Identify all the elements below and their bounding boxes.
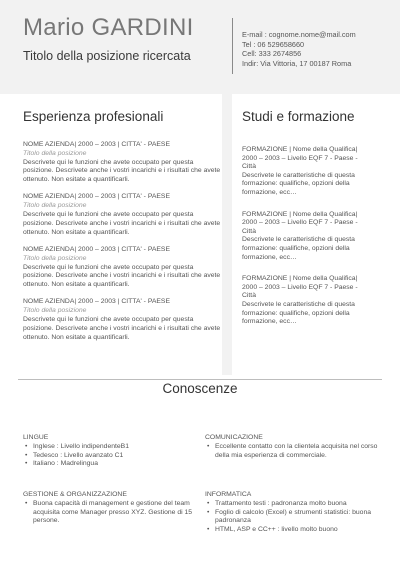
- skill-item: [205, 509, 380, 526]
- skill-list: [23, 500, 193, 526]
- skill-list: [205, 443, 380, 460]
- skill-heading: LINGUE: [23, 434, 49, 441]
- last-name: GARDINI: [91, 14, 194, 41]
- experience-header: NOME AZIENDA| 2000 – 2003 | CITTA' - PAESE: [23, 193, 170, 201]
- experience-description: Descrivete qui le funzioni che avete occupato per questa posizione. Descrivete anche i vostri incarichi e i risultati che avete ottenuto. Non esitate a quantificarli.: [23, 158, 221, 184]
- study-item: [242, 146, 372, 198]
- experience-list: [23, 141, 223, 351]
- experience-item: [23, 246, 223, 290]
- skill-item: [23, 452, 193, 461]
- skills-it: [205, 490, 380, 534]
- study-title: FORMAZIONE | Nome della Qualifica| 2000 – 2003 – Livello EQF 7 - Paese - Città: [242, 275, 358, 300]
- bullet-icon: •: [207, 508, 210, 516]
- experience-header: NOME AZIENDA| 2000 – 2003 | CITTA' - PAESE: [23, 245, 170, 253]
- experience-section-title: Esperienza profesionali: [23, 109, 164, 124]
- study-item: [242, 211, 372, 263]
- skill-text: Trattamento testi : padronanza molto buona: [215, 500, 347, 507]
- skill-heading: COMUNICAZIONE: [205, 434, 263, 441]
- experience-item: [23, 141, 223, 185]
- skill-heading: INFORMATICA: [205, 491, 252, 498]
- contact-address: Indir: Via Vittoria, 17 00187 Roma: [242, 58, 352, 68]
- bullet-icon: •: [25, 460, 28, 468]
- study-description: Descrivete le caratteristiche di questa formazione: qualifiche, opzioni della formazione, ecc…: [242, 300, 355, 326]
- skill-item: [23, 500, 193, 526]
- skill-text: Italiano : Madrelingua: [33, 460, 98, 468]
- experience-description: Descrivete qui le funzioni che avete occupato per questa posizione. Descrivete anche i vostri incarichi e i risultati che avete ottenuto. Non esitate a quantificarli.: [23, 316, 221, 341]
- studies-list: [242, 146, 372, 340]
- skill-text: Inglese : Livello indipendenteB1: [33, 443, 129, 450]
- study-item: [242, 275, 372, 327]
- skill-list: [23, 443, 193, 469]
- study-description: Descrivete le caratteristiche di questa formazione: qualifiche, opzioni della formazione, ecc…: [242, 236, 355, 261]
- experience-role: Titolo della posizione: [23, 254, 87, 262]
- skill-item: [205, 443, 380, 460]
- contact-info: [242, 30, 356, 68]
- experience-description: Descrivete qui le funzioni che avete occupato per questa posizione. Descrivete anche i vostri incarichi e i risultati che avete ottenuto. Non esitate a quantificarli.: [23, 211, 221, 236]
- contact-email: E-mail : cognome.nome@mail.com: [242, 30, 356, 39]
- study-title: FORMAZIONE | Nome della Qualifica| 2000 – 2003 – Livello EQF 7 - Paese - Città: [242, 146, 358, 171]
- skills-languages: [23, 433, 193, 469]
- first-name: Mario: [23, 14, 85, 41]
- bullet-icon: •: [207, 525, 210, 533]
- experience-item: [23, 298, 223, 342]
- skill-text: Buona capacità di management e gestione del team acquisita come Manager presso XYZ. Gestione di 15 persone.: [33, 500, 193, 525]
- study-description: Descrivete le caratteristiche di questa formazione: qualifiche, opzioni della formazione, ecc…: [242, 171, 355, 196]
- experience-description: Descrivete qui le funzioni che avete occupato per questa posizione. Descrivete anche i vostri incarichi e i risultati che avete ottenuto. Non esitate a quantificarli.: [23, 263, 221, 289]
- skills-management: [23, 490, 193, 526]
- contact-phone: Tel : 06 529658660: [242, 39, 305, 49]
- experience-role: Titolo della posizione: [23, 307, 87, 315]
- studies-section-title: Studi e formazione: [242, 109, 355, 124]
- section-divider: [18, 379, 382, 380]
- bullet-icon: •: [25, 443, 28, 450]
- skill-text: Eccellente contatto con la clientela acquisita nel corso della mia esperienza di commerciale.: [215, 443, 378, 459]
- experience-header: NOME AZIENDA| 2000 – 2003 | CITTA' - PAESE: [23, 141, 170, 148]
- skill-item: [205, 526, 380, 535]
- skill-item: [23, 443, 193, 452]
- candidate-name: [23, 14, 194, 42]
- skill-list: [205, 500, 380, 534]
- study-title: FORMAZIONE | Nome della Qualifica| 2000 – 2003 – Livello EQF 7 - Paese - Città: [242, 210, 358, 235]
- contact-mobile: Cell: 333 2674856: [242, 49, 302, 59]
- skill-item: [23, 460, 193, 469]
- experience-role: Titolo della posizione: [23, 149, 87, 157]
- skill-text: Foglio di calcolo (Excel) e strumenti statistici: buona padronanza: [215, 508, 372, 525]
- skills-communication: [205, 433, 380, 460]
- bullet-icon: •: [207, 443, 210, 450]
- skill-text: Tedesco : Livello avanzato C1: [33, 451, 124, 459]
- header-divider: [232, 18, 233, 74]
- skill-item: [205, 500, 380, 509]
- bullet-icon: •: [207, 500, 210, 507]
- skill-heading: GESTIONE & ORGANIZZAZIONE: [23, 491, 127, 498]
- skill-text: HTML, ASP e CC++ : livello molto buono: [215, 525, 338, 533]
- experience-role: Titolo della posizione: [23, 202, 87, 210]
- job-title: Titolo della posizione ricercata: [23, 49, 191, 63]
- bullet-icon: •: [25, 451, 28, 459]
- experience-item: [23, 193, 223, 237]
- skills-section-title: Conoscenze: [162, 381, 238, 396]
- experience-header: NOME AZIENDA| 2000 – 2003 | CITTA' - PAESE: [23, 298, 170, 306]
- bullet-icon: •: [25, 500, 28, 507]
